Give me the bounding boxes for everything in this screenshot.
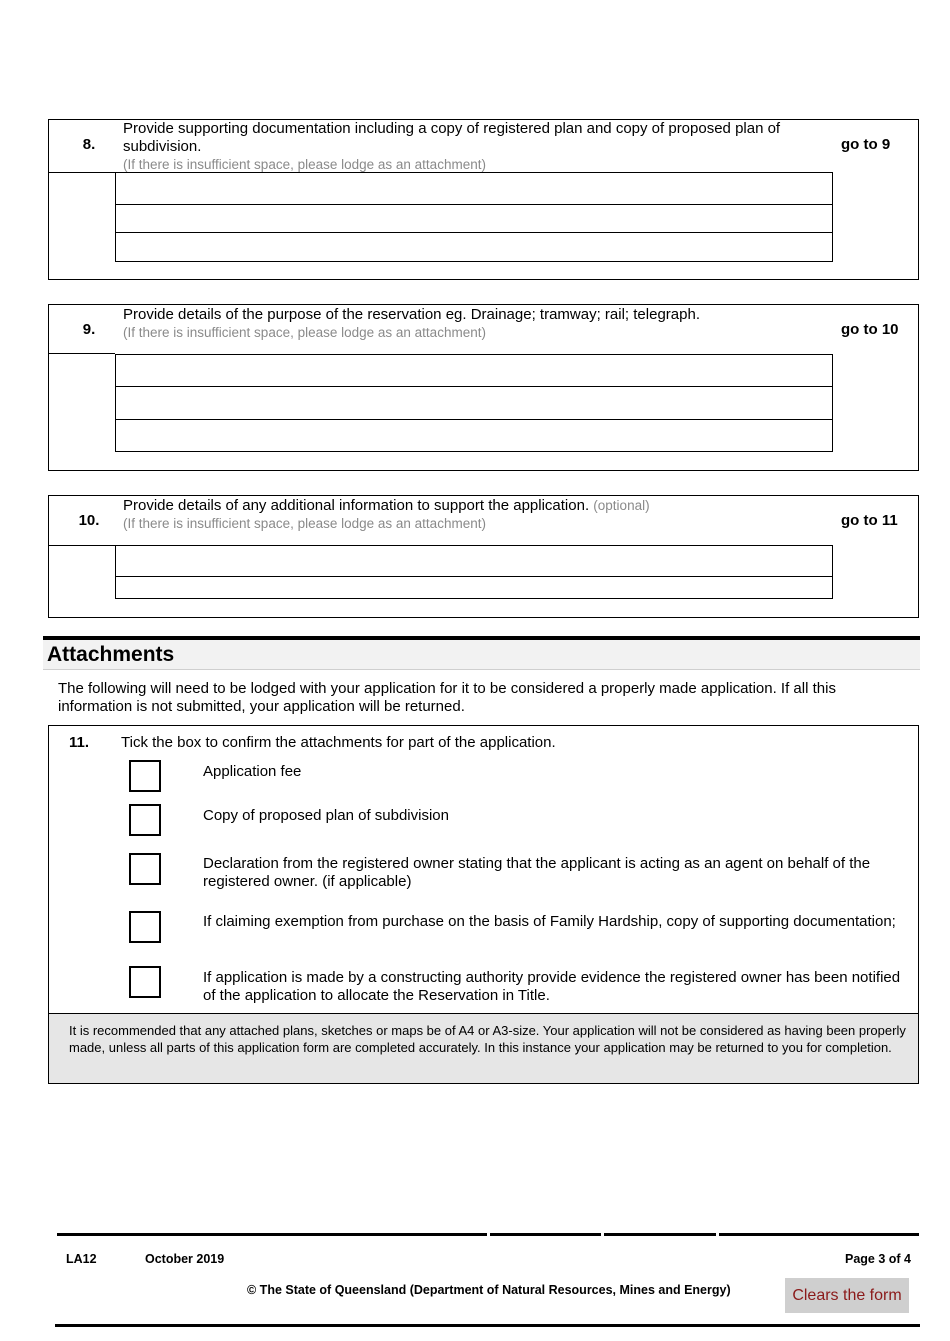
footer-rule-gap [601,1233,604,1236]
goto-label: go to 10 [841,321,899,338]
question-text [123,497,838,533]
form-date: October 2019 [145,1252,225,1266]
owner-declaration-checkbox[interactable] [129,853,161,885]
form-code: LA12 [66,1252,97,1266]
reservation-purpose-input-line-2[interactable] [115,386,833,420]
attachments-header [43,640,920,670]
page-number: Page 3 of 4 [845,1252,911,1266]
question-prompt: Provide supporting documentation including a copy of registered plan and copy of proposed plan of subdivision. [123,120,781,155]
goto-label: go to 11 [841,512,898,529]
attachments-note: It is recommended that any attached plans, sketches or maps be of A4 or A3-size. Your application will not be considered as having been properly made, unless all parts of this application form are completed accurately. In this instance your application may be returned to you for completion. [49,1013,918,1083]
checkbox-label: If application is made by a constructing authority provide evidence the registered owner has been notified of the application to allocate the Reservation in Title. [203,969,901,1004]
family-hardship-checkbox[interactable] [129,911,161,943]
checkbox-label: If claiming exemption from purchase on the basis of Family Hardship, copy of supporting documentation; [203,913,896,930]
divider [49,545,115,546]
footer-rule-gap [487,1233,490,1236]
question-9-box [48,304,919,471]
question-text [123,120,838,174]
documentation-input-line-1[interactable] [115,172,833,205]
additional-info-input-line-1[interactable] [115,545,833,577]
question-number: 9. [82,321,96,338]
question-10-box [48,495,919,618]
attachments-intro: The following will need to be lodged with your application for it to be considered a properly made application. If all this information is not submitted, your application will be returned. [58,680,836,715]
footer-rule-gap [716,1233,719,1236]
constructing-authority-checkbox[interactable] [129,966,161,998]
checkbox-label: Copy of proposed plan of subdivision [203,807,449,824]
question-text [123,306,838,342]
checkbox-label: Application fee [203,763,302,780]
footer-bottom-rule [55,1324,920,1327]
divider [49,172,115,173]
question-number: 11. [69,734,90,751]
proposed-plan-checkbox[interactable] [129,804,161,836]
question-prompt: Provide details of the purpose of the reservation eg. Drainage; tramway; rail; telegraph. [123,306,700,323]
divider [49,353,115,354]
section-title: Attachments [47,643,175,666]
reservation-purpose-input-line-1[interactable] [115,354,833,387]
question-number: 8. [82,136,96,153]
reservation-purpose-input-line-3[interactable] [115,419,833,452]
question-hint: (If there is insufficient space, please lodge as an attachment) [123,157,486,172]
question-prompt: Tick the box to confirm the attachments for part of the application. [121,734,556,751]
goto-label: go to 9 [841,136,891,153]
application-fee-checkbox[interactable] [129,760,161,792]
checkbox-label: Declaration from the registered owner stating that the applicant is acting as an agent on behalf of the registered owner. (if applicable) [203,855,871,890]
additional-info-input-line-2[interactable] [115,576,833,599]
question-prompt: Provide details of any additional information to support the application. [123,497,590,514]
copyright: © The State of Queensland (Department of Natural Resources, Mines and Energy) [247,1283,731,1297]
documentation-input-line-3[interactable] [115,232,833,262]
question-number: 10. [78,512,100,529]
documentation-input-line-2[interactable] [115,204,833,233]
optional-label: (optional) [593,498,650,513]
clear-form-button[interactable]: Clears the form [785,1278,909,1313]
question-8-box [48,119,919,280]
question-hint: (If there is insufficient space, please lodge as an attachment) [123,516,486,531]
question-hint: (If there is insufficient space, please lodge as an attachment) [123,325,486,340]
question-11-box [48,725,919,1084]
